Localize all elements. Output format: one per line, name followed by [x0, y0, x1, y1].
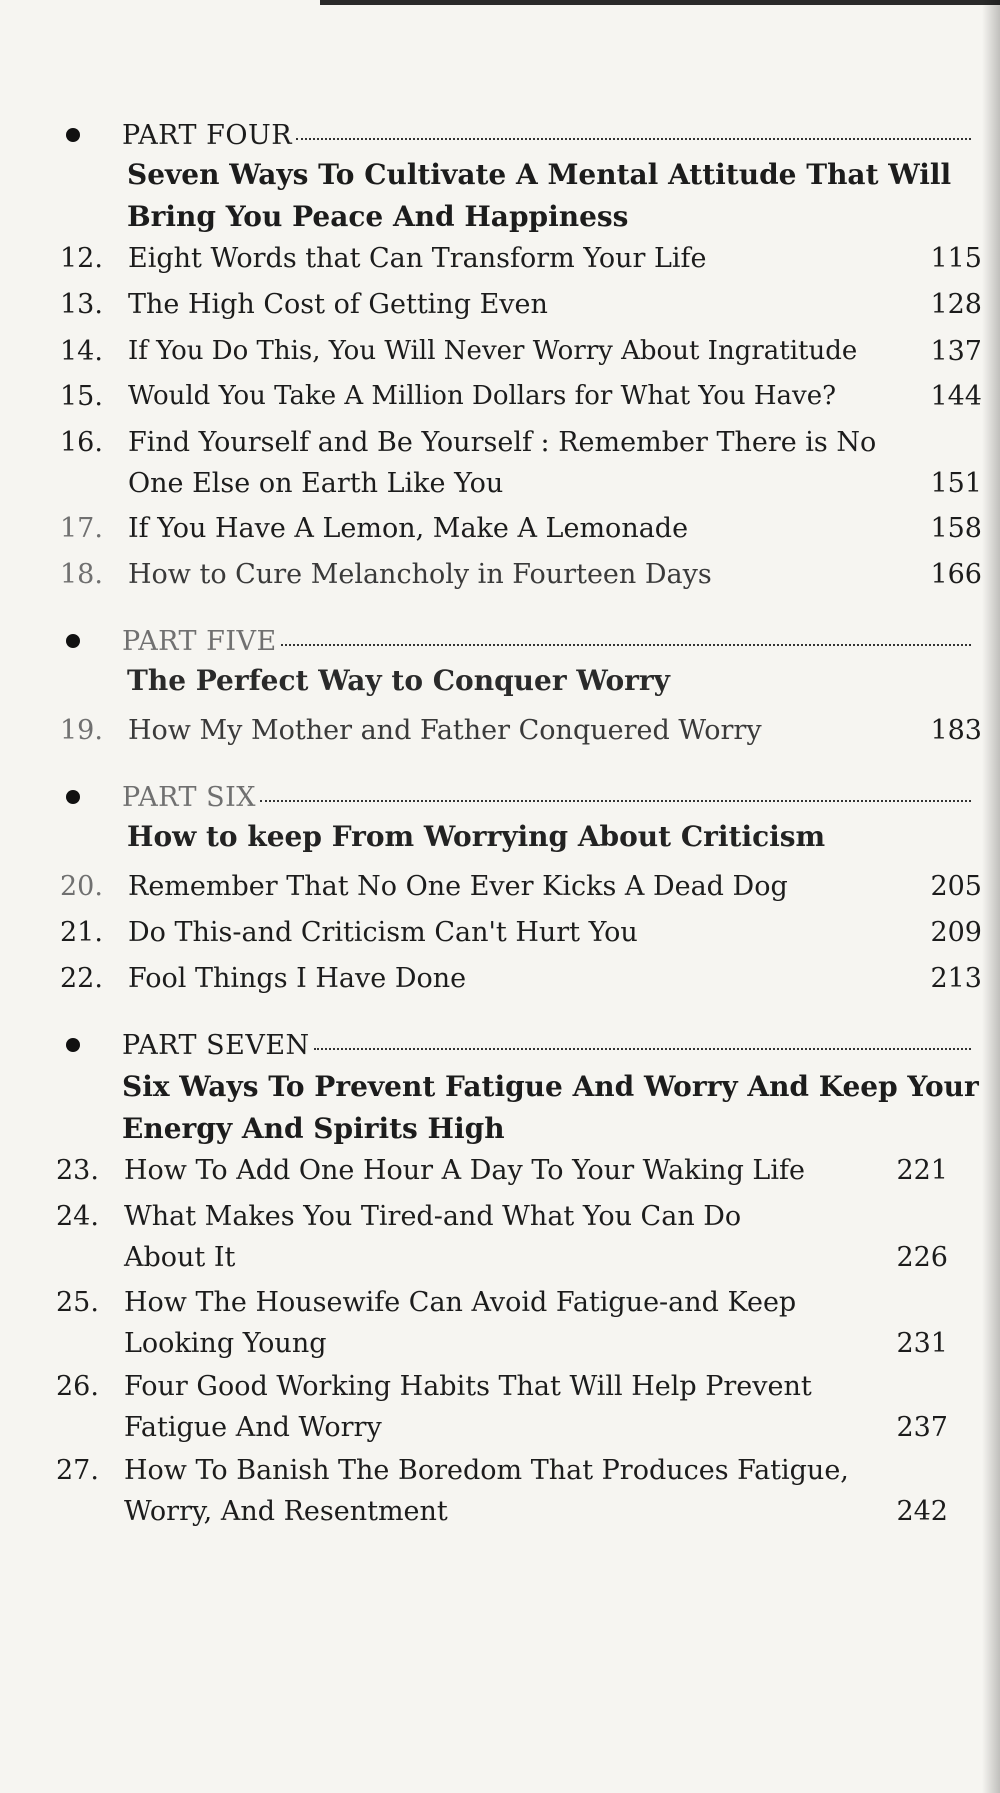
chapter-title: Fool Things I Have Done: [128, 963, 467, 994]
part-heading: [66, 782, 971, 813]
chapter-number: 25.: [56, 1287, 99, 1318]
chapter-title: How My Mother and Father Conquered Worry: [128, 715, 762, 746]
chapter-title: Four Good Working Habits That Will Help Prevent Fatigue And Worry: [124, 1371, 812, 1443]
part-subtitle: How to keep From Worrying About Criticism: [127, 820, 826, 853]
chapter-title: If You Do This, You Will Never Worry About Ingratitude: [128, 336, 858, 366]
page-number: 237: [896, 1412, 948, 1443]
chapter-number: 15.: [60, 381, 103, 412]
part-label: PART SIX: [122, 782, 257, 813]
page-number: 166: [930, 559, 982, 590]
chapter-title: Would You Take A Million Dollars for What You Have?: [128, 381, 837, 411]
chapter-number: 20.: [60, 871, 103, 902]
page-number: 144: [930, 381, 982, 412]
dot-leader: [260, 800, 971, 802]
dot-leader: [281, 644, 971, 646]
part-label: PART FIVE: [122, 626, 277, 657]
part-subtitle: The Perfect Way to Conquer Worry: [127, 664, 670, 697]
chapter-number: 24.: [56, 1201, 99, 1232]
chapter-number: 17.: [60, 513, 103, 544]
page-number: 183: [930, 715, 982, 746]
bullet-icon: [66, 634, 80, 648]
chapter-number: 14.: [60, 336, 103, 367]
chapter-title: Find Yourself and Be Yourself : Remember There is No One Else on Earth Like You: [128, 427, 877, 499]
chapter-number: 16.: [60, 427, 103, 458]
part-heading: [66, 1030, 971, 1061]
chapter-title: How The Housewife Can Avoid Fatigue-and Keep Looking Young: [124, 1287, 797, 1359]
page-number: 151: [930, 468, 982, 499]
bullet-icon: [66, 128, 80, 142]
chapter-number: 26.: [56, 1371, 99, 1402]
page-number: 221: [896, 1155, 948, 1186]
chapter-title: How To Banish The Boredom That Produces Fatigue, Worry, And Resentment: [124, 1455, 849, 1527]
part-label: PART SEVEN: [122, 1030, 310, 1061]
part-label: PART FOUR: [122, 120, 293, 151]
chapter-title: How To Add One Hour A Day To Your Waking Life: [124, 1155, 805, 1186]
part-heading: [66, 626, 971, 657]
chapter-number: 27.: [56, 1455, 99, 1486]
chapter-number: 12.: [60, 243, 103, 274]
chapter-title: Eight Words that Can Transform Your Life: [128, 243, 707, 274]
page-number: 158: [930, 513, 982, 544]
chapter-number: 21.: [60, 917, 103, 948]
dot-leader: [314, 1048, 971, 1050]
chapter-title: The High Cost of Getting Even: [128, 289, 548, 320]
page-number: 242: [896, 1496, 948, 1527]
page-number: 128: [930, 289, 982, 320]
chapter-number: 13.: [60, 289, 103, 320]
chapter-title: Do This-and Criticism Can't Hurt You: [128, 917, 638, 948]
page-number: 226: [896, 1242, 948, 1273]
chapter-title: What Makes You Tired-and What You Can Do About It: [124, 1201, 742, 1273]
chapter-number: 23.: [56, 1155, 99, 1186]
page-number: 213: [930, 963, 982, 994]
chapter-number: 18.: [60, 559, 103, 590]
page-number: 231: [896, 1328, 948, 1359]
chapter-title: How to Cure Melancholy in Fourteen Days: [128, 559, 712, 590]
chapter-title: If You Have A Lemon, Make A Lemonade: [128, 513, 689, 544]
chapter-number: 22.: [60, 963, 103, 994]
part-heading: [66, 120, 971, 151]
chapter-number: 19.: [60, 715, 103, 746]
page-number: 205: [930, 871, 982, 902]
bullet-icon: [66, 790, 80, 804]
part-subtitle: Six Ways To Prevent Fatigue And Worry And Keep Your Energy And Spirits High: [122, 1070, 979, 1145]
bullet-icon: [66, 1038, 80, 1052]
part-subtitle: Seven Ways To Cultivate A Mental Attitude That Will Bring You Peace And Happiness: [127, 158, 952, 233]
page-number: 115: [930, 243, 982, 274]
page-number: 209: [930, 917, 982, 948]
page-number: 137: [930, 336, 982, 367]
chapter-title: Remember That No One Ever Kicks A Dead Dog: [128, 871, 788, 902]
dot-leader: [296, 138, 971, 140]
